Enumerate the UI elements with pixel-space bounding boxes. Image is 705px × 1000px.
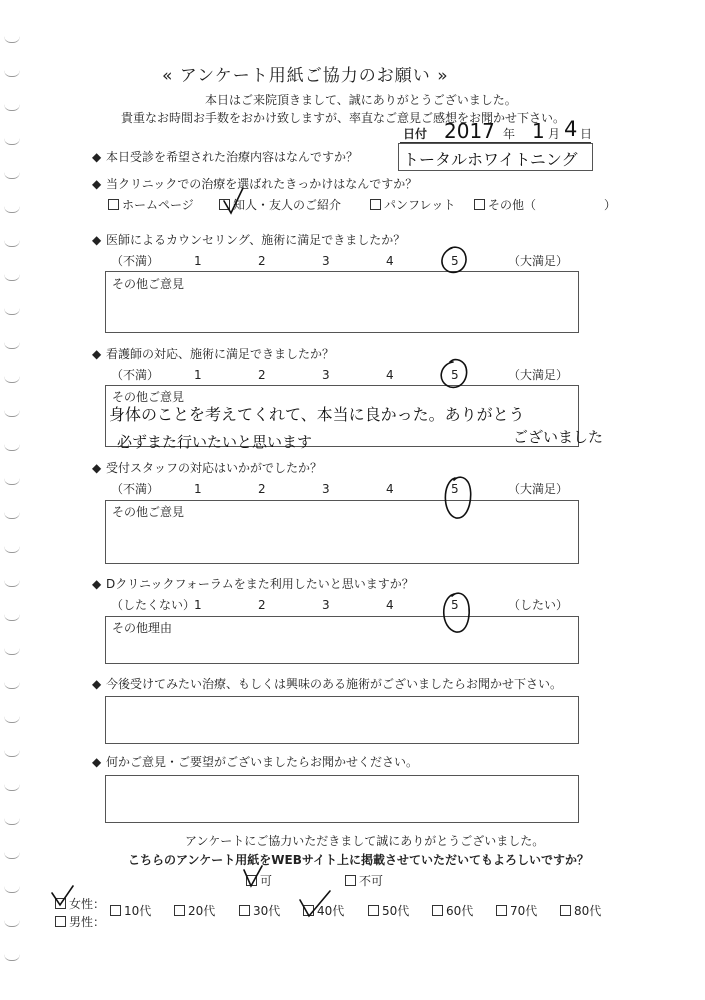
checkbox-icon[interactable] bbox=[110, 905, 121, 916]
permission-no-option[interactable]: 不可 bbox=[345, 874, 383, 888]
q2-option-pamphlet[interactable]: パンフレット bbox=[370, 198, 455, 212]
q1-diamond-icon: ◆ bbox=[92, 150, 102, 164]
q3-comment-box[interactable] bbox=[105, 271, 579, 333]
q7-diamond-icon: ◆ bbox=[92, 677, 102, 691]
q4-scale-2[interactable]: 2 bbox=[258, 368, 266, 382]
q4-scale-1[interactable]: 1 bbox=[194, 368, 202, 382]
checkbox-icon[interactable] bbox=[370, 199, 381, 210]
page-title: « アンケート用紙ご協力のお願い » bbox=[162, 66, 449, 86]
q8-diamond-icon: ◆ bbox=[92, 755, 102, 769]
checkbox-icon[interactable] bbox=[368, 905, 379, 916]
q1-answer-field[interactable] bbox=[398, 143, 593, 171]
q5-diamond-icon: ◆ bbox=[92, 461, 102, 475]
q3-scale-1[interactable]: 1 bbox=[194, 254, 202, 268]
checkbox-icon[interactable] bbox=[55, 898, 66, 909]
age-70s-option[interactable]: 70代 bbox=[496, 904, 537, 918]
date-month-unit: 月 bbox=[548, 127, 561, 141]
q2-other-close: ） bbox=[604, 198, 617, 212]
checkbox-icon[interactable] bbox=[432, 905, 443, 916]
q5-scale-4[interactable]: 4 bbox=[386, 482, 394, 496]
intro-line-2: 貴重なお時間お手数をおかけ致しますが、率直なご意見ご感想をお聞かせ下さい。 bbox=[121, 111, 566, 125]
checkbox-icon[interactable] bbox=[219, 199, 230, 210]
q5-question: 受付スタッフの対応はいかがでしたか？ bbox=[106, 461, 323, 475]
checkbox-icon[interactable] bbox=[239, 905, 250, 916]
checkbox-icon[interactable] bbox=[246, 875, 257, 886]
q4-diamond-icon: ◆ bbox=[92, 347, 102, 361]
q4-question: 看護師の対応、施術に満足できましたか？ bbox=[106, 347, 335, 361]
date-month: 1 bbox=[532, 119, 545, 143]
age-20s-option[interactable]: 20代 bbox=[174, 904, 215, 918]
q6-high-label: （したい） bbox=[508, 598, 569, 612]
date-label: 日付 bbox=[403, 127, 428, 141]
q8-question: 何かご意見・ご要望がございましたらお聞かせください。 bbox=[106, 755, 419, 769]
permission-yes-option[interactable]: 可 bbox=[246, 874, 272, 888]
q5-comment-label: その他ご意見 bbox=[112, 505, 185, 519]
q6-low-label: （したくない） bbox=[111, 598, 196, 612]
checkbox-icon[interactable] bbox=[174, 905, 185, 916]
checkbox-icon[interactable] bbox=[345, 875, 356, 886]
q2-question: 当クリニックでの治療を選ばれたきっかけはなんですか？ bbox=[106, 177, 418, 191]
q4-high-label: （大満足） bbox=[508, 368, 569, 382]
q5-low-label: （不満） bbox=[111, 482, 160, 496]
date-day-unit: 日 bbox=[580, 127, 593, 141]
q8-answer-box[interactable] bbox=[105, 775, 579, 823]
q6-diamond-icon: ◆ bbox=[92, 577, 102, 591]
footer-permission: こちらのアンケート用紙をWEBサイト上に掲載させていただいてもよろしいですか？ bbox=[128, 853, 590, 867]
checkbox-icon[interactable] bbox=[496, 905, 507, 916]
checkbox-icon[interactable] bbox=[55, 916, 66, 927]
q6-scale-1[interactable]: 1 bbox=[194, 598, 202, 612]
q5-high-label: （大満足） bbox=[508, 482, 569, 496]
q2-option-referral[interactable]: 知人・友人のご紹介 bbox=[219, 198, 341, 212]
q4-comment-line-1: 身体のことを考えてくれて、本当に良かった。ありがとう bbox=[109, 405, 525, 424]
age-10s-option[interactable]: 10代 bbox=[110, 904, 151, 918]
q2-option-other[interactable]: その他（ bbox=[474, 198, 536, 212]
q5-scale-3[interactable]: 3 bbox=[322, 482, 330, 496]
q3-scale-3[interactable]: 3 bbox=[322, 254, 330, 268]
q6-scale-2[interactable]: 2 bbox=[258, 598, 266, 612]
q5-scale-1[interactable]: 1 bbox=[194, 482, 202, 496]
intro-line-1: 本日はご来院頂きまして、誠にありがとうございました。 bbox=[205, 93, 517, 107]
q3-scale-5[interactable]: 5 bbox=[451, 254, 459, 268]
date-year-unit: 年 bbox=[503, 127, 516, 141]
q7-answer-box[interactable] bbox=[105, 696, 579, 744]
gender-female-option[interactable]: 女性： bbox=[55, 897, 105, 911]
q3-scale-4[interactable]: 4 bbox=[386, 254, 394, 268]
q5-scale-5[interactable]: 5 bbox=[451, 482, 459, 496]
q6-scale-3[interactable]: 3 bbox=[322, 598, 330, 612]
q2-option-homepage[interactable]: ホームページ bbox=[108, 198, 194, 212]
q6-comment-label: その他理由 bbox=[112, 621, 173, 635]
q4-scale-4[interactable]: 4 bbox=[386, 368, 394, 382]
q6-scale-4[interactable]: 4 bbox=[386, 598, 394, 612]
q3-comment-label: その他ご意見 bbox=[112, 277, 185, 291]
q6-comment-box[interactable] bbox=[105, 616, 579, 664]
q7-question: 今後受けてみたい治療、もしくは興味のある施術がございましたらお聞かせ下さい。 bbox=[106, 677, 563, 691]
age-40s-option[interactable]: 40代 bbox=[303, 904, 344, 918]
q5-comment-box[interactable] bbox=[105, 500, 579, 564]
q3-question: 医師によるカウンセリング、施術に満足できましたか？ bbox=[106, 233, 406, 247]
checkbox-icon[interactable] bbox=[560, 905, 571, 916]
age-30s-option[interactable]: 30代 bbox=[239, 904, 280, 918]
q4-comment-label: その他ご意見 bbox=[112, 390, 185, 404]
q6-question: Dクリニックフォーラムをまた利用したいと思いますか？ bbox=[106, 577, 414, 591]
gender-male-option[interactable]: 男性： bbox=[55, 915, 105, 929]
q4-low-label: （不満） bbox=[111, 368, 160, 382]
age-80s-option[interactable]: 80代 bbox=[560, 904, 601, 918]
q4-comment-line-3: ございました bbox=[513, 428, 604, 446]
q3-scale-2[interactable]: 2 bbox=[258, 254, 266, 268]
q1-question: 本日受診を希望された治療内容はなんですか？ bbox=[106, 150, 359, 164]
q4-scale-3[interactable]: 3 bbox=[322, 368, 330, 382]
q1-answer: トータルホワイトニング bbox=[403, 150, 578, 169]
q6-scale-5[interactable]: 5 bbox=[451, 598, 459, 612]
q3-low-label: （不満） bbox=[111, 254, 160, 268]
checkbox-icon[interactable] bbox=[474, 199, 485, 210]
date-day: 4 bbox=[564, 117, 578, 141]
age-60s-option[interactable]: 60代 bbox=[432, 904, 473, 918]
date-year: 2017 bbox=[444, 119, 495, 143]
footer-thanks: アンケートにご協力いただきまして誠にありがとうございました。 bbox=[185, 834, 545, 848]
checkbox-icon[interactable] bbox=[303, 905, 314, 916]
q2-diamond-icon: ◆ bbox=[92, 177, 102, 191]
q5-scale-2[interactable]: 2 bbox=[258, 482, 266, 496]
q3-diamond-icon: ◆ bbox=[92, 233, 102, 247]
q4-scale-5[interactable]: 5 bbox=[451, 368, 459, 382]
checkbox-icon[interactable] bbox=[108, 199, 119, 210]
q4-comment-line-2: 必ずまた行いたいと思います bbox=[117, 433, 313, 451]
q3-high-label: （大満足） bbox=[508, 254, 569, 268]
age-50s-option[interactable]: 50代 bbox=[368, 904, 409, 918]
